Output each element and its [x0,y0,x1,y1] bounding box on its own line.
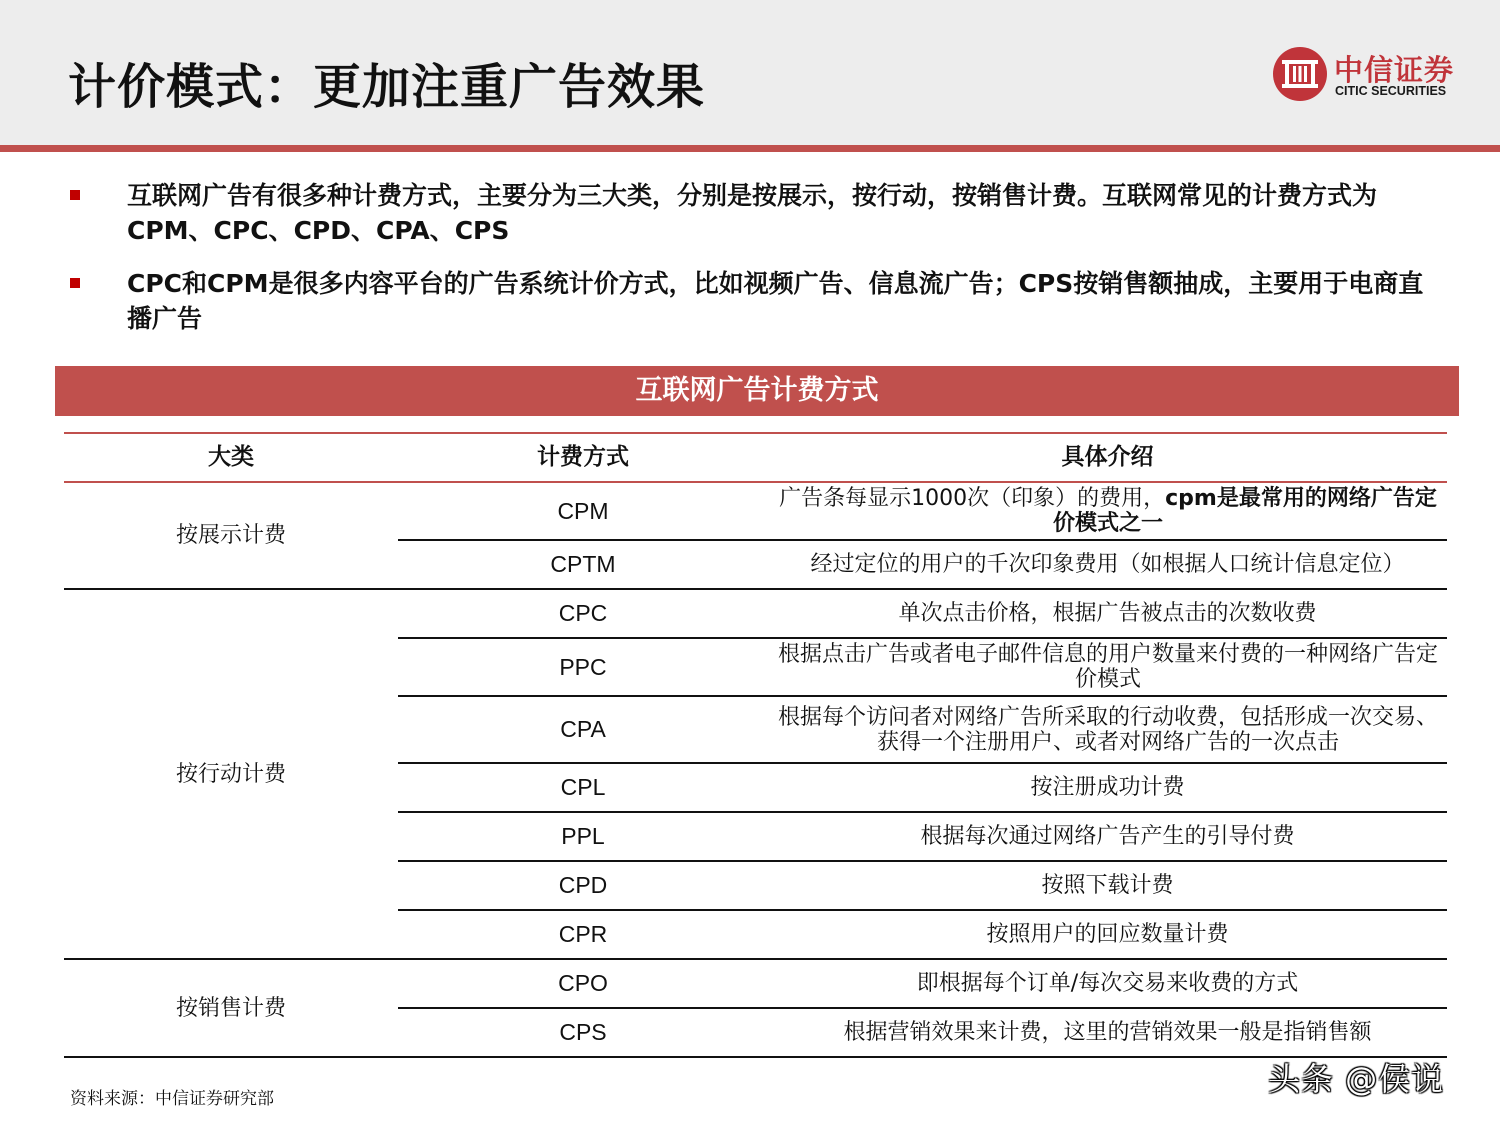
desc-cpd: 按照下载计费 [1041,873,1174,898]
desc-cpl: 按注册成功计费 [1030,775,1185,800]
code-cpd: CPD [558,872,608,898]
citic-logo [1272,46,1482,106]
table-title: 互联网广告计费方式 [55,366,1459,416]
watermark: 头条 @侯说 [1268,1060,1445,1098]
desc-cpr: 按照用户的回应数量计费 [986,922,1229,947]
header-category: 大类 [208,444,254,470]
code-ppc: PPC [559,653,607,680]
code-cpa: CPA [560,716,606,742]
desc-cptm: 经过定位的用户的千次印象费用（如根据人口统计信息定位） [810,552,1405,577]
desc-cpo: 即根据每个订单/每次交易来收费的方式 [916,971,1299,996]
code-cps: CPS [559,1019,607,1045]
code-cpc: CPC [558,600,608,626]
category-sales: 按销售计费 [175,995,286,1021]
desc-cpm-text [778,486,1438,536]
desc-cpm-plain: 广告条每显示1000次（印象）的费用， [779,486,1166,511]
category-action: 按行动计费 [175,761,286,787]
header-accent-bar [0,145,1500,152]
citic-logo-icon [1272,46,1328,102]
desc-cps: 根据营销效果来计费，这里的营销效果一般是指销售额 [843,1020,1372,1045]
code-cpm: CPM [557,497,609,524]
code-cpl: CPL [560,774,606,800]
code-cpr: CPR [558,921,608,947]
bullet-square-icon [70,278,80,288]
desc-cpa: 根据每个访问者对网络广告所采取的行动收费，包括形成一次交易、获得一个注册用户、或者对网络广告的一次点击 [778,704,1439,755]
desc-cpm [778,483,1438,539]
logo-english-name: CITIC SECURITIES [1335,84,1447,98]
desc-cpc: 单次点击价格，根据广告被点击的次数收费 [898,601,1317,626]
table-bottom-rule [64,1056,1447,1058]
desc-ppc: 根据点击广告或者电子邮件信息的用户数量来付费的一种网络广告定价模式 [778,642,1439,692]
desc-ppl: 根据每次通过网络广告产生的引导付费 [920,824,1295,849]
code-cpo: CPO [558,970,608,996]
header-billing-method: 计费方式 [537,444,629,470]
category-display: 按展示计费 [175,523,286,548]
page-title: 计价模式：更加注重广告效果 [68,59,706,115]
header-description: 具体介绍 [1061,444,1154,470]
desc-cpm-bold: cpm是最常用的网络广告定价模式之一 [1052,486,1437,536]
code-ppl: PPL [561,823,605,849]
code-cptm: CPTM [550,551,616,577]
bullet-square-icon [70,190,80,200]
logo-chinese-name: 中信证券 [1334,53,1455,87]
source-note: 资料来源：中信证券研究部 [70,1089,274,1109]
bullet-text: CPC和CPM是很多内容平台的广告系统计价方式，比如视频广告、信息流广告；CPS按销售额抽成，主要用于电商直播广告 [127,269,1424,333]
bullet-text: 互联网广告有很多种计费方式，主要分为三大类，分别是按展示，按行动，按销售计费。互联网常见的计费方式为CPM、CPC、CPD、CPA、CPS [127,181,1378,245]
bullet-item [68,178,1448,248]
bullet-item [68,266,1448,336]
